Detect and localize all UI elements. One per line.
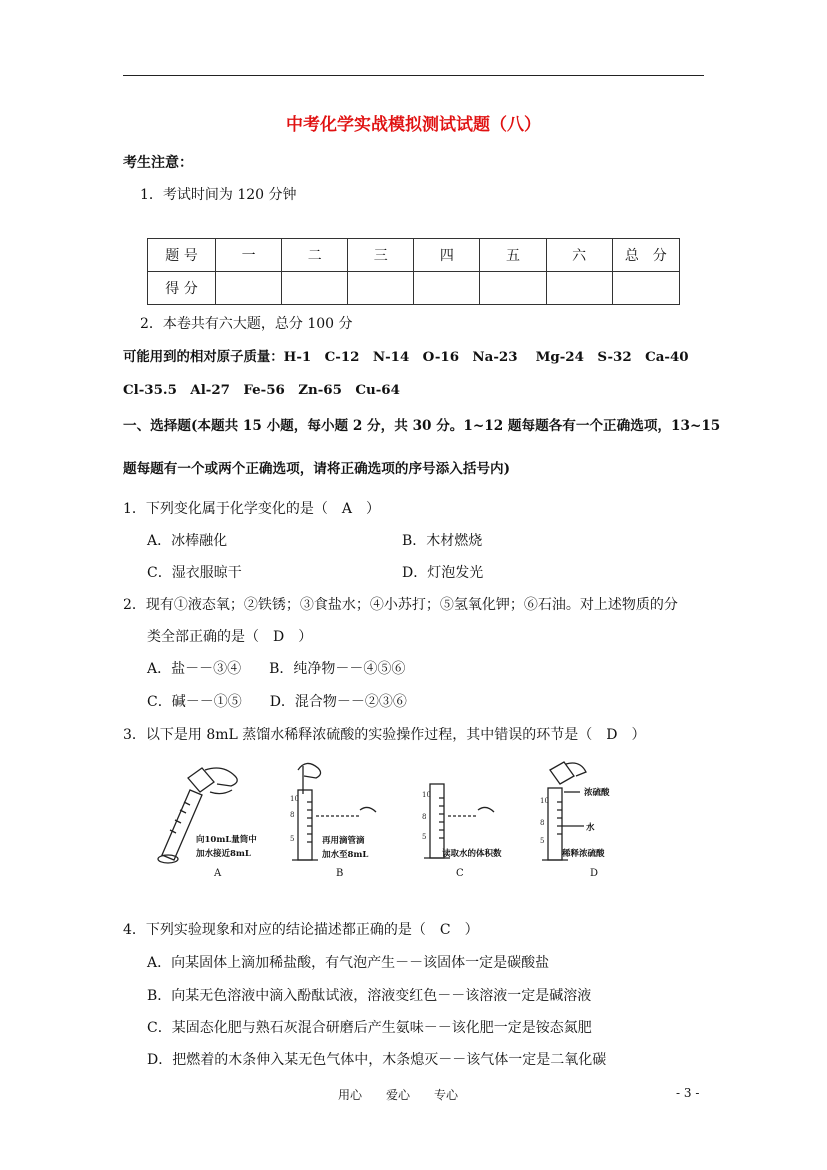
score-blank[interactable] xyxy=(348,272,414,305)
score-cell: 总 分 xyxy=(612,239,679,272)
question-4-option-d: D．把燃着的木条伸入某无色气体中，木条熄灭－－该气体一定是二氧化碳 xyxy=(147,1052,607,1068)
figure-c-caption: 读取水的体积数 xyxy=(442,849,502,859)
score-cell: 得 分 xyxy=(148,272,216,305)
question-4-stem: 4．下列实验现象和对应的结论描述都正确的是（ C ） xyxy=(123,922,479,938)
notice-item-1: 1．考试时间为 120 分钟 xyxy=(140,187,297,203)
section-1-heading-line-2: 题每题有一个或两个正确选项，请将正确选项的序号添入括号内) xyxy=(123,461,511,477)
question-4-option-c: C．某固态化肥与熟石灰混合研磨后产生氨味－－该化肥一定是铵态氮肥 xyxy=(147,1020,592,1036)
figure-b-scale-10: 10 xyxy=(290,795,299,803)
figure-d-scale-10: 10 xyxy=(540,797,549,805)
question-2-stem-line-1: 2．现有①液态氧；②铁锈；③食盐水；④小苏打；⑤氢氧化钾；⑥石油。对上述物质的分 xyxy=(123,597,678,613)
figure-letter-d: D xyxy=(590,868,599,879)
section-1-heading-line-1: 一、选择题(本题共 15 小题，每小题 2 分，共 30 分。1~12 题每题各有一个正确选项，13~15 xyxy=(123,418,721,434)
atomic-masses-line-2: Cl-35.5 Al-27 Fe-56 Zn-65 Cu-64 xyxy=(123,382,400,398)
score-blank[interactable] xyxy=(414,272,480,305)
figure-d-beaker-hand-icon xyxy=(550,762,586,784)
score-cell: 二 xyxy=(282,239,348,272)
score-cell: 六 xyxy=(546,239,612,272)
score-blank[interactable] xyxy=(612,272,679,305)
figure-b-scale-5: 5 xyxy=(290,835,295,843)
figure-c-scale-8: 8 xyxy=(422,813,427,821)
score-cell: 一 xyxy=(216,239,282,272)
figure-a-caption-2: 加水接近8mL xyxy=(196,849,251,859)
atomic-masses-line-1: 可能用到的相对原子质量：H-1 C-12 N-14 O-16 Na-23 Mg-24 S-32 Ca-40 xyxy=(123,349,689,365)
question-1-option-b: B．木材燃烧 xyxy=(402,533,483,549)
figure-b-caption-1: 再用滴管滴 xyxy=(322,836,365,846)
score-cell: 题 号 xyxy=(148,239,216,272)
figure-letter-a: A xyxy=(214,868,222,879)
score-blank[interactable] xyxy=(282,272,348,305)
question-3-figure xyxy=(150,760,620,885)
question-2-options-cd: C．碱－－①⑤ D．混合物－－②③⑥ xyxy=(147,694,407,710)
notice-item-2: 2．本卷共有六大题，总分 100 分 xyxy=(140,316,353,332)
figure-b-scale-8: 8 xyxy=(290,811,295,819)
figure-b-caption-2: 加水至8mL xyxy=(322,850,369,860)
page-number: - 3 - xyxy=(676,1086,700,1100)
score-cell: 三 xyxy=(348,239,414,272)
figure-d-label-acid: 浓硫酸 xyxy=(584,788,610,798)
figure-d-scale-5: 5 xyxy=(540,837,545,845)
footer-motto: 用心 爱心 专心 xyxy=(338,1088,459,1102)
page-title: 中考化学实战模拟测试试题（八） xyxy=(286,115,541,135)
figure-c-scale-5: 5 xyxy=(422,833,427,841)
question-4-option-b: B．向某无色溶液中滴入酚酞试液，溶液变红色－－该溶液一定是碱溶液 xyxy=(147,988,592,1004)
figure-d-scale-8: 8 xyxy=(540,819,545,827)
question-2-options-ab: A．盐－－③④ B．纯净物－－④⑤⑥ xyxy=(147,661,406,677)
score-blank[interactable] xyxy=(546,272,612,305)
figure-d-caption: 稀释浓硫酸 xyxy=(562,849,605,859)
question-3-stem: 3．以下是用 8mL 蒸馏水稀释浓硫酸的实验操作过程，其中错误的环节是（ D ） xyxy=(123,727,646,743)
figure-letter-c: C xyxy=(456,868,464,879)
score-table xyxy=(147,238,680,305)
score-table-header-row xyxy=(148,239,680,272)
score-blank[interactable] xyxy=(216,272,282,305)
score-cell: 四 xyxy=(414,239,480,272)
figure-c-scale-10: 10 xyxy=(422,791,431,799)
question-1-option-c: C．湿衣服晾干 xyxy=(147,565,242,581)
figure-c-cylinder-icon xyxy=(424,784,494,858)
figure-d-label-water: 水 xyxy=(586,823,595,833)
figure-a-caption-1: 向10mL量筒中 xyxy=(196,835,257,845)
question-4-option-a: A．向某固体上滴加稀盐酸，有气泡产生－－该固体一定是碳酸盐 xyxy=(147,955,550,971)
question-1-option-a: A．冰棒融化 xyxy=(147,533,228,549)
figure-letter-b: B xyxy=(336,868,344,879)
score-blank[interactable] xyxy=(480,272,546,305)
question-1-stem: 1．下列变化属于化学变化的是（ A ） xyxy=(123,501,381,517)
score-cell: 五 xyxy=(480,239,546,272)
notice-heading: 考生注意： xyxy=(123,155,193,171)
figure-a-beaker-hand-icon xyxy=(188,768,237,794)
score-table-score-row xyxy=(148,272,680,305)
header-rule xyxy=(123,75,704,76)
question-1-option-d: D．灯泡发光 xyxy=(402,565,484,581)
question-2-stem-line-2: 类全部正确的是（ D ） xyxy=(147,629,313,645)
